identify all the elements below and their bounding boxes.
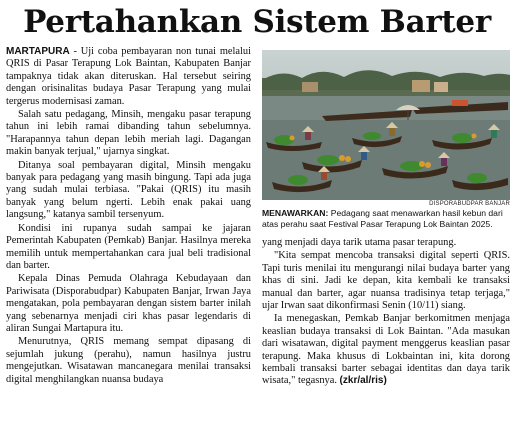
floating-market-photo xyxy=(262,50,510,200)
photo-credit: DISPORABUDPAR BANJAR xyxy=(429,201,510,207)
floating-market-illustration xyxy=(262,50,510,200)
body-paragraph: "Kita sempat mencoba transaksi digital seperti QRIS. Tapi turis menilai itu mengurangi nilai budaya barter yang khas di sini. Jadi ke depan, kita kembali ke transaksi manual dan barter, agar nuansa tradisinya tetap terjaga," ujar Irwan saat dikonfirmasi Senin (10/11) siang. xyxy=(262,250,510,312)
body-paragraph xyxy=(262,313,510,387)
body-paragraph: Kondisi ini rupanya sudah sampai ke jajaran Pemerintah Kabupaten (Pemkab) Banjar. Hasilnya mereka memilih untuk mempertahankan cara jual beli tradisional dan barter. xyxy=(6,222,251,271)
body-paragraph: Menurutnya, QRIS memang sempat dipasang di sejumlah jukung (perahu), namun hasilnya justru mengejutkan. Wisatawan mancanegara menilai transaksi digital menghilangkan nuansa budaya xyxy=(6,336,251,385)
article-left-column xyxy=(6,46,251,387)
author-signature: (zkr/al/ris) xyxy=(339,375,387,387)
caption-text: Pedagang saat menawarkan hasil kebun dari atas perahu saat Festival Pasar Terapung Lok Baintan 2025. xyxy=(262,208,503,229)
continuation-paragraph: yang menjadi daya tarik utama pasar terapung. xyxy=(262,237,457,248)
article-headline: Pertahankan Sistem Barter xyxy=(23,4,491,40)
body-paragraph: Kepala Dinas Pemuda Olahraga Kebudayaan dan Pariwisata (Disporabudpar) Kabupaten Banjar, Irwan Jaya mengatakan, pola pembayaran dengan sistem barter inilah yang sebenarnya menjadi ciri khas pasar legendaris di aliran Sungai Martapura itu. xyxy=(6,273,251,334)
body-paragraph: Salah satu pedagang, Minsih, mengaku pasar terapung tahun ini lebih ramai dibanding tahun sebelumnya. "Harapannya tahun depan lebih meriah lagi. Dagangan makin banyak terjual," ujarnya singkat. xyxy=(6,109,251,158)
photo-caption xyxy=(262,208,510,229)
lead-paragraph xyxy=(6,46,251,108)
article-right-column xyxy=(262,237,510,389)
closing-text: Ia menegaskan, Pemkab Banjar berkomitmen menjaga keaslian budaya transaksi di Lok Baintan. "Ada masukan dari wisatawan, digital payment menggerus keaslian pasar terapung. Maka khusus di Lokbaintan ini, kita dorong kembali transaksi barter sebagai identitas dan daya tarik wisata," tegasnya. xyxy=(262,313,510,387)
caption-label: MENAWARKAN: xyxy=(262,208,329,218)
body-paragraph: Ditanya soal pembayaran digital, Minsih mengaku banyak para pedagang yang masih bingung. Tapi ada juga yang sudah mulai terbiasa. "Pakai (QRIS) itu masih banyak yang belum ngerti. Lebih enak pakai uang langsung," katanya sambil tersenyum. xyxy=(6,159,251,221)
dateline: MARTAPURA xyxy=(6,46,70,57)
lead-text: - Uji coba pembayaran non tunai melalui QRIS di Pasar Terapung Lok Baintan, Kabupaten Banjar tampaknya tidak akan diteruskan. Hal tersebut seiring dengan orisinalitas budaya Pasar Terapung yang mulai tergerus modernisasi zaman. xyxy=(6,46,251,107)
